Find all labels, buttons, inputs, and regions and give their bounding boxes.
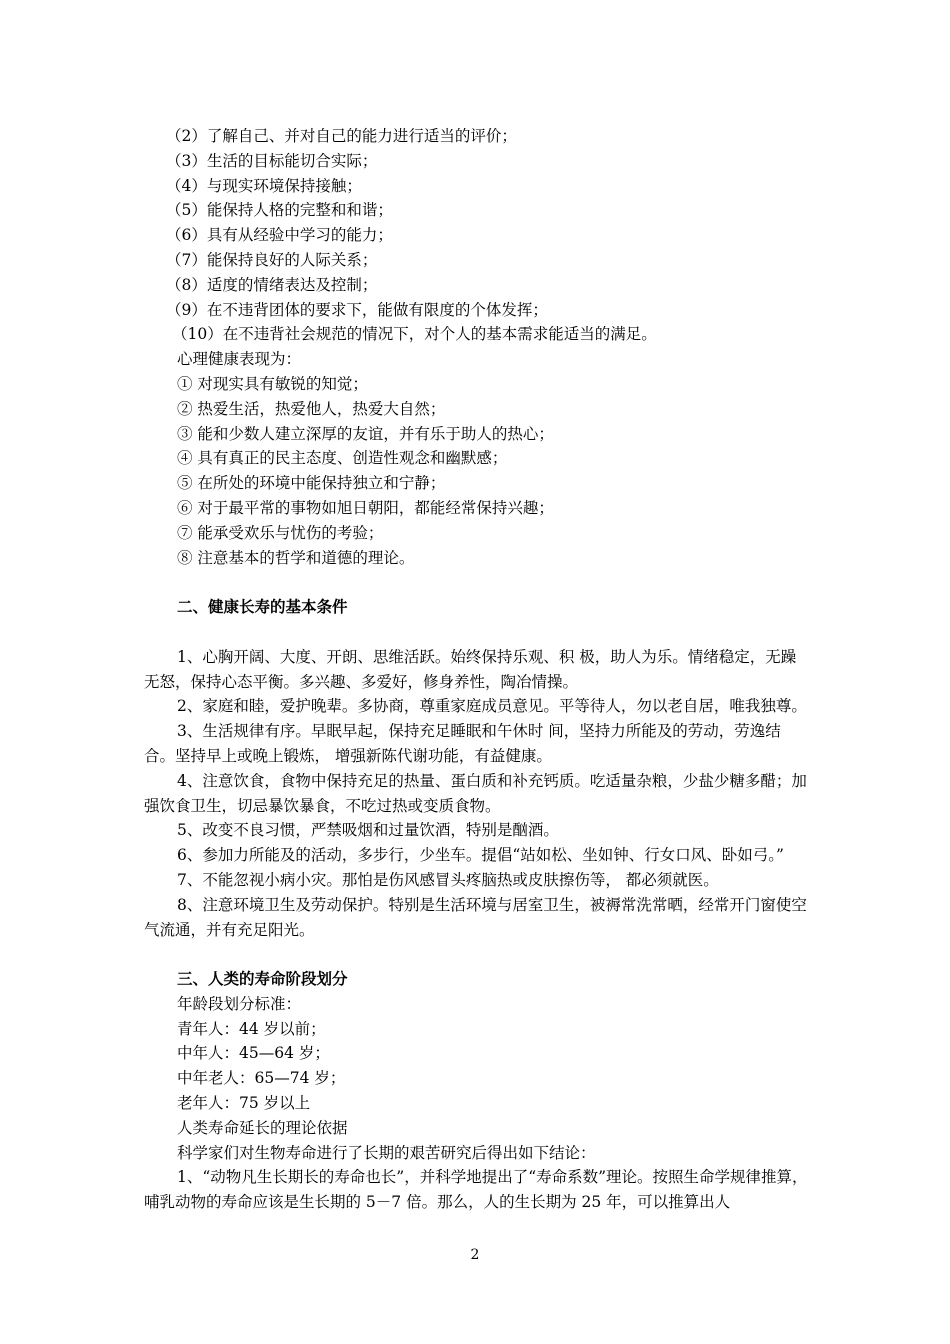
text-line: 人类寿命延长的理论依据 bbox=[177, 1118, 348, 1137]
list-item: （8）适度的情绪表达及控制； bbox=[166, 275, 378, 294]
text-line: 科学家们对生物寿命进行了长期的艰苦研究后得出如下结论： bbox=[177, 1143, 596, 1162]
list-item: （5）能保持人格的完整和和谐； bbox=[166, 201, 393, 220]
list-item: ⑥ 对于最平常的事物如旭日朝阳，都能经常保持兴趣； bbox=[177, 498, 554, 517]
mental-health-intro: 心理健康表现为： bbox=[177, 350, 302, 369]
paragraph: 7、不能忽视小病小灾。那怕是伤风感冒头疼脑热或皮肤擦伤等， 都必须就医。 bbox=[177, 870, 719, 889]
text-line: 年龄段划分标准： bbox=[177, 994, 302, 1013]
list-item: （9）在不违背团体的要求下，能做有限度的个体发挥； bbox=[166, 300, 548, 319]
text-line: 老年人：75 岁以上 bbox=[177, 1094, 311, 1113]
paragraph: 8、注意环境卫生及劳动保护。特别是生活环境与居室卫生，被褥常洗常晒，经常开门窗使空气流通，并有充足阳光。 bbox=[144, 895, 807, 939]
list-item: （2）了解自己、并对自己的能力进行适当的评价； bbox=[166, 127, 517, 145]
paragraph: 1、心胸开阔、大度、开朗、思维活跃。始终保持乐观、积 极，助人为乐。情绪稳定，无躁无怒，保持心态平衡。多兴趣、多爱好，修身养性，陶冶情操。 bbox=[144, 647, 797, 691]
list-item: ④ 具有真正的民主态度、创造性观念和幽默感； bbox=[177, 449, 508, 468]
list-item: （4）与现实环境保持接触； bbox=[166, 176, 362, 195]
text-line: 青年人：44 岁以前； bbox=[177, 1019, 326, 1038]
list-item: （3）生活的目标能切合实际； bbox=[166, 151, 378, 170]
text-line: 中年人：45—64 岁； bbox=[177, 1044, 330, 1063]
body-text bbox=[144, 124, 808, 1215]
list-item: ② 热爱生活，热爱他人，热爱大自然； bbox=[177, 399, 446, 418]
text-line: 中年老人：65—74 岁； bbox=[177, 1069, 346, 1088]
paragraph: 4、注意饮食，食物中保持充足的热量、蛋白质和补充钙质。吃适量杂粮，少盐少糖多醋；加强饮食卫生，切忌暴饮暴食，不吃过热或变质食物。 bbox=[144, 771, 807, 815]
section-heading: 二、健康长寿的基本条件 bbox=[177, 597, 348, 617]
list-item: ⑧ 注意基本的哲学和道德的理论。 bbox=[177, 548, 415, 567]
page-number: 2 bbox=[470, 1247, 480, 1263]
list-item: ⑦ 能承受欢乐与忧伤的考验； bbox=[177, 523, 384, 542]
list-item: （7）能保持良好的人际关系； bbox=[166, 250, 378, 269]
section-heading: 三、人类的寿命阶段划分 bbox=[177, 969, 348, 989]
paragraph: 3、生活规律有序。早眠早起，保持充足睡眠和午休时 间，坚持力所能及的劳动，劳逸结合。坚持早上或晚上锻炼， 增强新陈代谢功能，有益健康。 bbox=[144, 722, 781, 765]
list-item: ① 对现实具有敏锐的知觉； bbox=[177, 374, 368, 393]
list-item: ③ 能和少数人建立深厚的友谊，并有乐于助人的热心； bbox=[177, 424, 554, 443]
list-item: （6）具有从经验中学习的能力； bbox=[166, 226, 393, 245]
paragraph: 6、参加力所能及的活动，多步行，少坐车。提倡“站如松、坐如钟、行女口风、卧如弓。” bbox=[177, 846, 784, 865]
paragraph: 5、改变不良习惯，严禁吸烟和过量饮酒，特别是酗酒。 bbox=[177, 821, 559, 840]
paragraph: 1、“动物凡生长期长的寿命也长”，并科学地提出了“寿命系数”理论。按照生命学规律推算，哺乳动物的寿命应该是生长期的 5－7 倍。那么，人的生长期为 25 年，可以推算出人 bbox=[144, 1168, 808, 1212]
list-item: ⑤ 在所处的环境中能保持独立和宁静； bbox=[177, 474, 446, 493]
list-item: （10）在不违背社会规范的情况下，对个人的基本需求能适当的满足。 bbox=[172, 325, 657, 344]
paragraph: 2、家庭和睦，爱护晚辈。多协商，尊重家庭成员意见。平等待人，勿以老自居，唯我独尊。 bbox=[177, 697, 807, 716]
